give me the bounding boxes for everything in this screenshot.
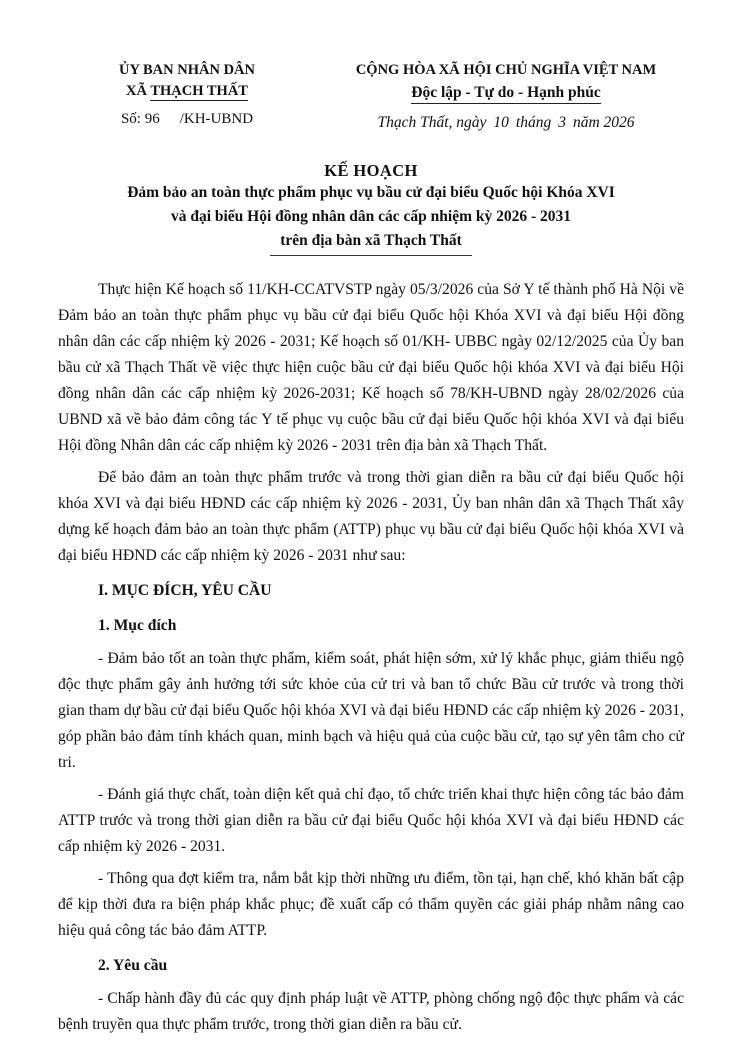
paragraph-legal-basis: Thực hiện Kế hoạch số 11/KH-CCATVSTP ngày 05/3/2026 của Sở Y tế thành phố Hà Nội về Đảm bảo an toàn thực phẩm phục vụ bầu cử đại biểu Quốc hội Khóa XVI và đại biểu Hội đồng nhân dân các cấp nhiệm kỳ 2026 - 2031; Kế hoạch số 01/KH- UBBC ngày 02/12/2025 của Ủy ban bầu cử xã Thạch Thất về việc thực hiện cuộc bầu cử đại biểu Quốc hội khóa XVI và đại biểu Hội đồng nhân dân các cấp nhiệm kỳ 2026-2031; Kế hoạch số 78/KH-UBND ngày 28/02/2026 của UBND xã về bảo đảm công tác Y tế phục vụ cuộc bầu cử đại biểu Quốc hội khóa XVI và đại biểu Hội đồng Nhân dân các cấp nhiệm kỳ 2026 - 2031 trên địa bàn xã Thạch Thất.: [58, 281, 684, 455]
paragraph-requirement-1: - Chấp hành đầy đủ các quy định pháp luật về ATTP, phòng chống ngộ độc thực phẩm và các bệnh truyền qua thực phẩm trước, trong thời gian diễn ra bầu cử.: [58, 990, 684, 1034]
document-number: [58, 109, 316, 130]
date-line: [328, 112, 684, 134]
national-title: CỘNG HÒA XÃ HỘI CHỦ NGHĨA VIỆT NAM: [355, 62, 657, 78]
authority-unit-name: THẠCH THẤT: [150, 83, 248, 100]
paragraph-purpose-1: - Đảm bảo tốt an toàn thực phẩm, kiểm soát, phát hiện sớm, xử lý khắc phục, giảm thiểu ngộ độc thực phẩm gây ảnh hưởng tới sức khỏe của cử tri và ban tổ chức Bầu cử trước và trong thời gian tham dự bầu cử đại biểu Quốc hội khóa XVI và đại biểu HĐND các cấp nhiệm kỳ 2026 - 2031, góp phần bảo đảm tính khách quan, minh bạch và hiệu quả của cuộc bầu cử, tạo sự yên tâm cho cử tri.: [58, 650, 684, 772]
national-header-block: [328, 60, 684, 134]
document-number-value: Số: 96: [120, 110, 160, 127]
national-motto-text: Độc lập - Tự do - Hạnh phúc: [411, 84, 600, 104]
issuing-authority-block: [58, 60, 316, 130]
authority-unit: [58, 81, 316, 101]
section-heading-purpose-requirements: I. MỤC ĐÍCH, YÊU CẦU: [98, 582, 272, 600]
date-prefix: Thạch Thất, ngày: [377, 113, 487, 131]
document-header: [58, 60, 684, 134]
paragraph-purpose-2: - Đánh giá thực chất, toàn diện kết quả chỉ đạo, tổ chức triển khai thực hiện công tác bảo đảm ATTP trước và trong thời gian diễn ra bầu cử đại biểu Quốc hội khóa XVI và đại biểu HĐND các cấp nhiệm kỳ 2026 - 2031.: [58, 786, 684, 856]
title-line-1: Đảm bảo an toàn thực phẩm phục vụ bầu cử đại biểu Quốc hội Khóa XVI: [127, 183, 615, 201]
date-month-label: tháng: [515, 113, 552, 131]
subsection-heading-requirements: 2. Yêu cầu: [98, 957, 168, 975]
title-line-3: trên địa bàn xã Thạch Thất: [280, 231, 462, 249]
paragraph-plan-intro: Để bảo đảm an toàn thực phẩm trước và trong thời gian diễn ra bầu cử đại biểu Quốc hội khóa XVI và đại biểu HĐND các cấp nhiệm kỳ 2026 - 2031, Ủy ban nhân dân xã Thạch Thất xây dựng kế hoạch đảm bảo an toàn thực phẩm (ATTP) phục vụ bầu cử đại biểu Quốc hội khóa XVI và đại biểu HĐND các cấp nhiệm kỳ 2026 - 2031 như sau:: [58, 469, 684, 565]
document-body: [58, 277, 684, 1038]
paragraph-purpose-3: - Thông qua đợt kiểm tra, nắm bắt kịp thời những ưu điểm, tồn tại, hạn chế, khó khăn bất cập để kịp thời đưa ra biện pháp khắc phục; đề xuất cấp có thẩm quyền các giải pháp nhằm nâng cao hiệu quả công tác bảo đảm ATTP.: [58, 870, 684, 940]
title-block: [58, 161, 684, 257]
subsection-heading-purpose: 1. Mục đích: [98, 617, 177, 635]
title-line-2: và đại biểu Hội đồng nhân dân các cấp nhiệm kỳ 2026 - 2031: [170, 207, 572, 225]
date-year: năm 2026: [572, 113, 635, 131]
national-motto: [328, 82, 684, 104]
date-month: 3: [558, 113, 566, 131]
document-number-suffix: /KH-UBND: [179, 110, 254, 127]
document-type: KẾ HOẠCH: [324, 160, 418, 180]
authority-unit-prefix: XÃ: [126, 83, 151, 100]
authority-name: ỦY BAN NHÂN DÂN: [118, 62, 255, 78]
date-day: 10: [493, 113, 509, 131]
title-underline: [270, 255, 472, 257]
